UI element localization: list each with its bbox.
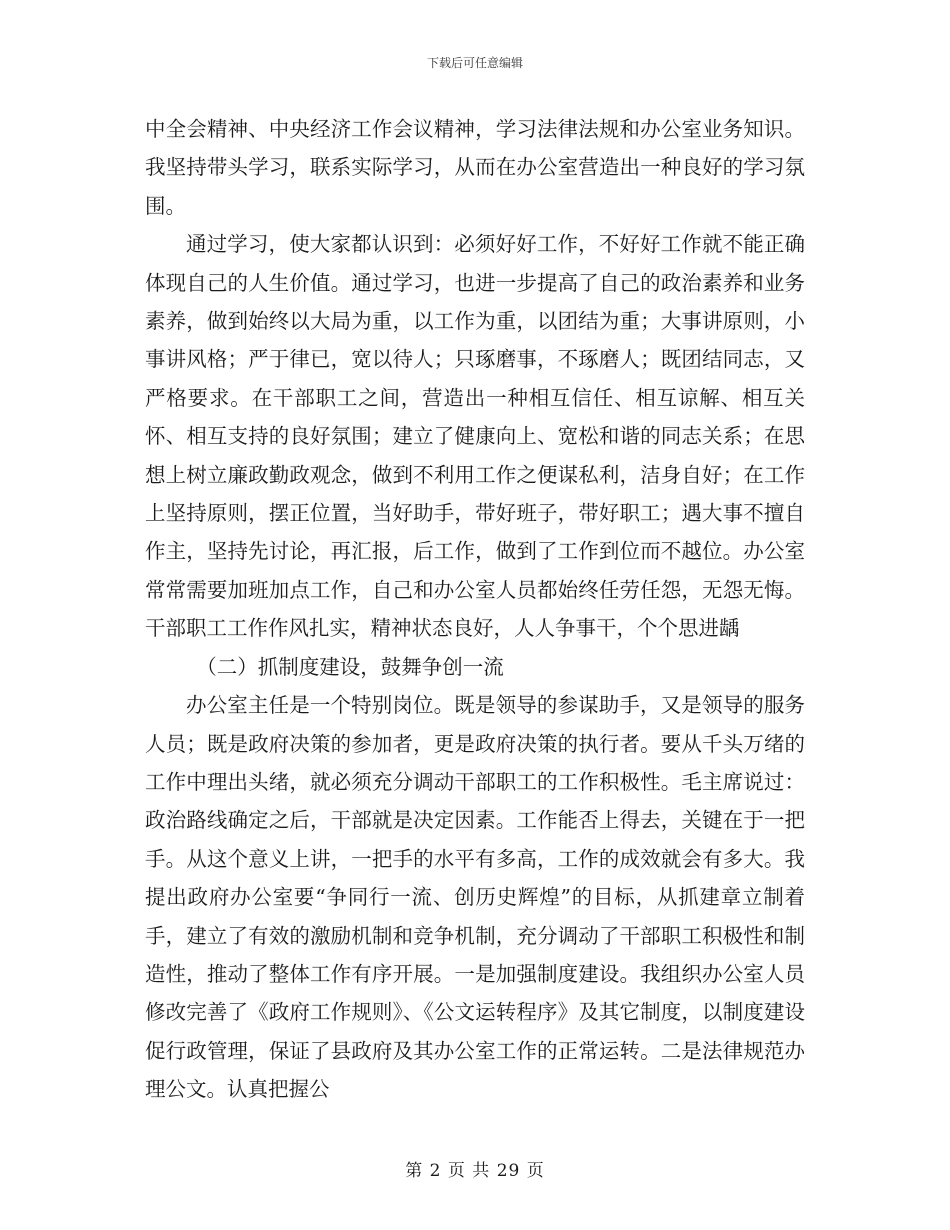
document-body [145,110,805,1109]
page-header-note: 下载后可任意编辑 [426,56,523,70]
section-heading: （二）抓制度建设，鼓舞争创一流 [196,654,504,679]
paragraph-1: 中全会精神、中央经济工作会议精神，学习法律法规和办公室业务知识。我坚持带头学习，联系实际学习，从而在办公室营造出一种良好的学习氛围。 [145,117,805,218]
paragraph-3: 办公室主任是一个特别岗位。既是领导的参谋助手，又是领导的服务人员；既是政府决策的参加者，更是政府决策的执行者。要从千头万绪的工作中理出头绪，就必须充分调动干部职工的工作积极性。毛主席说过：政治路线确定之后，干部就是决定因素。工作能否上得去，关键在于一把手。从这个意义上讲，一把手的水平有多高，工作的成效就会有多大。我提出政府办公室要“争同行一流、创历史辉煌”的目标，从抓建章立制着手，建立了有效的激励机制和竞争机制，充分调动了干部职工积极性和制造性，推动了整体工作有序开展。一是加强制度建设。我组织办公室人员修改完善了《政府工作规则》、《公文运转程序》及其它制度，以制度建设促行政管理，保证了县政府及其办公室工作的正常运转。二是法律规范办理公文。认真把握公 [145,693,805,1102]
paragraph-2: 通过学习，使大家都认识到：必须好好工作，不好好工作就不能正确体现自己的人生价值。通过学习，也进一步提高了自己的政治素养和业务素养，做到始终以大局为重，以工作为重，以团结为重；大事讲原则，小事讲风格；严于律已，宽以待人；只琢磨事，不琢磨人；既团结同志，又严格要求。在干部职工之间，营造出一种相互信任、相互谅解、相互关怀、相互支持的良好氛围；建立了健康向上、宽松和谐的同志关系；在思想上树立廉政勤政观念，做到不利用工作之便谋私利，洁身自好；在工作上坚持原则，摆正位置，当好助手，带好班子，带好职工；遇大事不擅自作主，坚持先讨论，再汇报，后工作，做到了工作到位而不越位。办公室常常需要加班加点工作，自己和办公室人员都始终任劳任怨，无怨无悔。干部职工工作作风扎实，精神状态良好，人人争事干，个个思进龋 [145,232,805,641]
page-number-footer: 第 2 页 共 29 页 [405,1161,545,1181]
